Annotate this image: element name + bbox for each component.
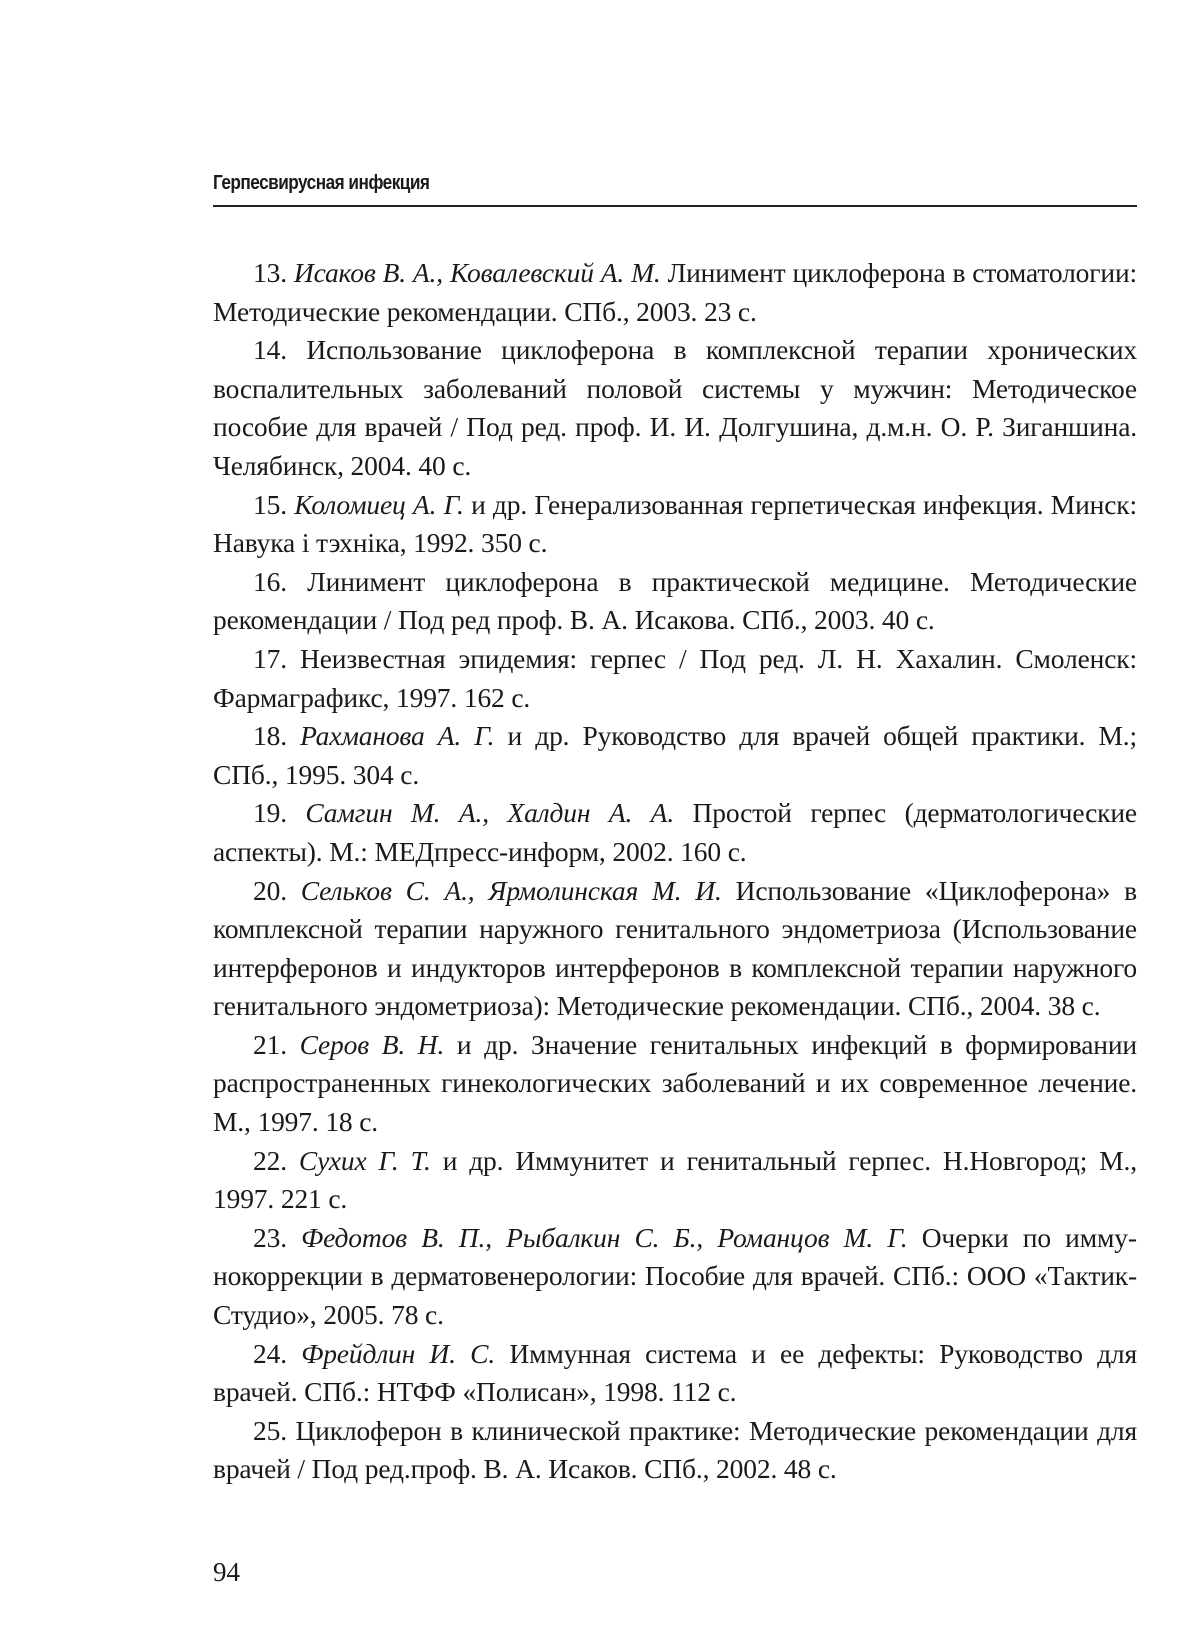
- reference-list: [213, 254, 1137, 1489]
- reference-item: [213, 1412, 1137, 1489]
- reference-authors: Фрейдлин И. С.: [301, 1337, 496, 1369]
- reference-text: Линимент циклоферона в практической медицине. Методические рекомендации / Под ред проф. В. А. Исакова. СПб., 2003. 40 с.: [213, 565, 1137, 636]
- reference-number: 25.: [253, 1414, 287, 1446]
- reference-authors: Федотов В. П., Рыбалкин С. Б., Романцов М. Г.: [301, 1221, 908, 1253]
- reference-item: [213, 872, 1137, 1026]
- reference-number: 22.: [253, 1144, 287, 1176]
- reference-text: Линимент циклоферона в стоматологии: Методические рекомендации. СПб., 2003. 23 с.: [213, 257, 1138, 327]
- reference-number: 18.: [253, 720, 287, 752]
- running-header: Герпесвирусная инфекция: [213, 172, 430, 194]
- reference-item: [213, 486, 1137, 563]
- reference-authors: Рахманова А. Г.: [300, 720, 495, 752]
- reference-authors: Коломиец А. Г.: [294, 488, 464, 520]
- reference-item: [213, 1142, 1137, 1219]
- reference-text: Циклоферон в клинической практике: Методические рекомендации для врачей / Под ред.проф. В. А. Исаков. СПб., 2002. 48 с.: [213, 1414, 1137, 1485]
- reference-item: [213, 1026, 1137, 1142]
- reference-number: 21.: [253, 1028, 287, 1060]
- reference-item: [213, 640, 1137, 717]
- reference-text: и др. Генерализованная герпетическая инфекция. Минск: Навука і тэхніка, 1992. 350 с.: [213, 488, 1137, 559]
- reference-text: Использование «Циклоферона» в комплексной терапии наружного генитального эндометриоза (Использование интерферонов и индукторов интерферонов в комплексной терапии наружного генитального эндометриоза): Методические рекомендации. СПб., 2004. 38 с.: [213, 874, 1137, 1022]
- reference-text: Иммунная система и ее дефекты: Руководство для врачей. СПб.: НТФФ «Полисан», 1998. 112 с.: [213, 1337, 1138, 1408]
- reference-item: [213, 563, 1137, 640]
- reference-text: и др. Иммунитет и генитальный герпес. Н.Новгород; М., 1997. 221 с.: [213, 1144, 1137, 1215]
- reference-number: 19.: [253, 797, 287, 829]
- reference-number: 14.: [253, 334, 287, 366]
- reference-text: Простой герпес (дерматологические аспекты). М.: МЕДпресс-информ, 2002. 160 с.: [213, 797, 1137, 867]
- reference-text: Использование циклоферона в комплексной терапии хронических воспалительных заболеваний половой системы у мужчин: Методическое пособие для врачей / Под ред. проф. И. И. Долгушина, д.м.н. О. Р. Зиганшина. Челябинск, 2004. 40 с.: [213, 334, 1137, 481]
- reference-number: 13.: [253, 257, 287, 288]
- reference-authors: Самгин М. А., Халдин А. А.: [305, 797, 675, 829]
- book-page: [213, 0, 1137, 1646]
- header-rule: [213, 205, 1137, 207]
- reference-number: 16.: [253, 565, 287, 597]
- reference-number: 20.: [253, 874, 287, 906]
- page-number: 94: [213, 1557, 240, 1587]
- reference-item: [213, 1335, 1137, 1412]
- reference-item: [213, 331, 1137, 485]
- reference-item: [213, 794, 1137, 871]
- reference-item: [213, 717, 1137, 794]
- reference-text: и др. Значение генитальных инфекций в формировании распространенных гинекологических заболеваний и их современное лечение. М., 1997. 18 с.: [213, 1028, 1137, 1138]
- reference-text: Неизвестная эпидемия: герпес / Под ред. Л. Н. Хахалин. Смоленск: Фармаграфикс, 1997. 162 с.: [213, 642, 1137, 713]
- reference-number: 17.: [253, 642, 287, 674]
- reference-authors: Исаков В. А., Ковалевский А. М.: [293, 257, 661, 288]
- reference-number: 24.: [253, 1337, 287, 1369]
- reference-item: [213, 254, 1137, 331]
- reference-authors: Сухих Г. Т.: [298, 1144, 431, 1176]
- reference-authors: Сельков С. А., Ярмолинская М. И.: [300, 874, 722, 906]
- reference-item: [213, 1219, 1137, 1335]
- reference-number: 23.: [253, 1221, 287, 1253]
- reference-number: 15.: [253, 488, 287, 520]
- reference-text: и др. Руководство для врачей общей практики. М.; СПб., 1995. 304 с.: [213, 720, 1138, 790]
- reference-text: Очерки по иммунокоррекции в дерматовенерологии: Пособие для врачей. СПб.: ООО «Тактик-Студио», 2005. 78 с.: [213, 1221, 1137, 1331]
- reference-authors: Серов В. Н.: [299, 1028, 445, 1060]
